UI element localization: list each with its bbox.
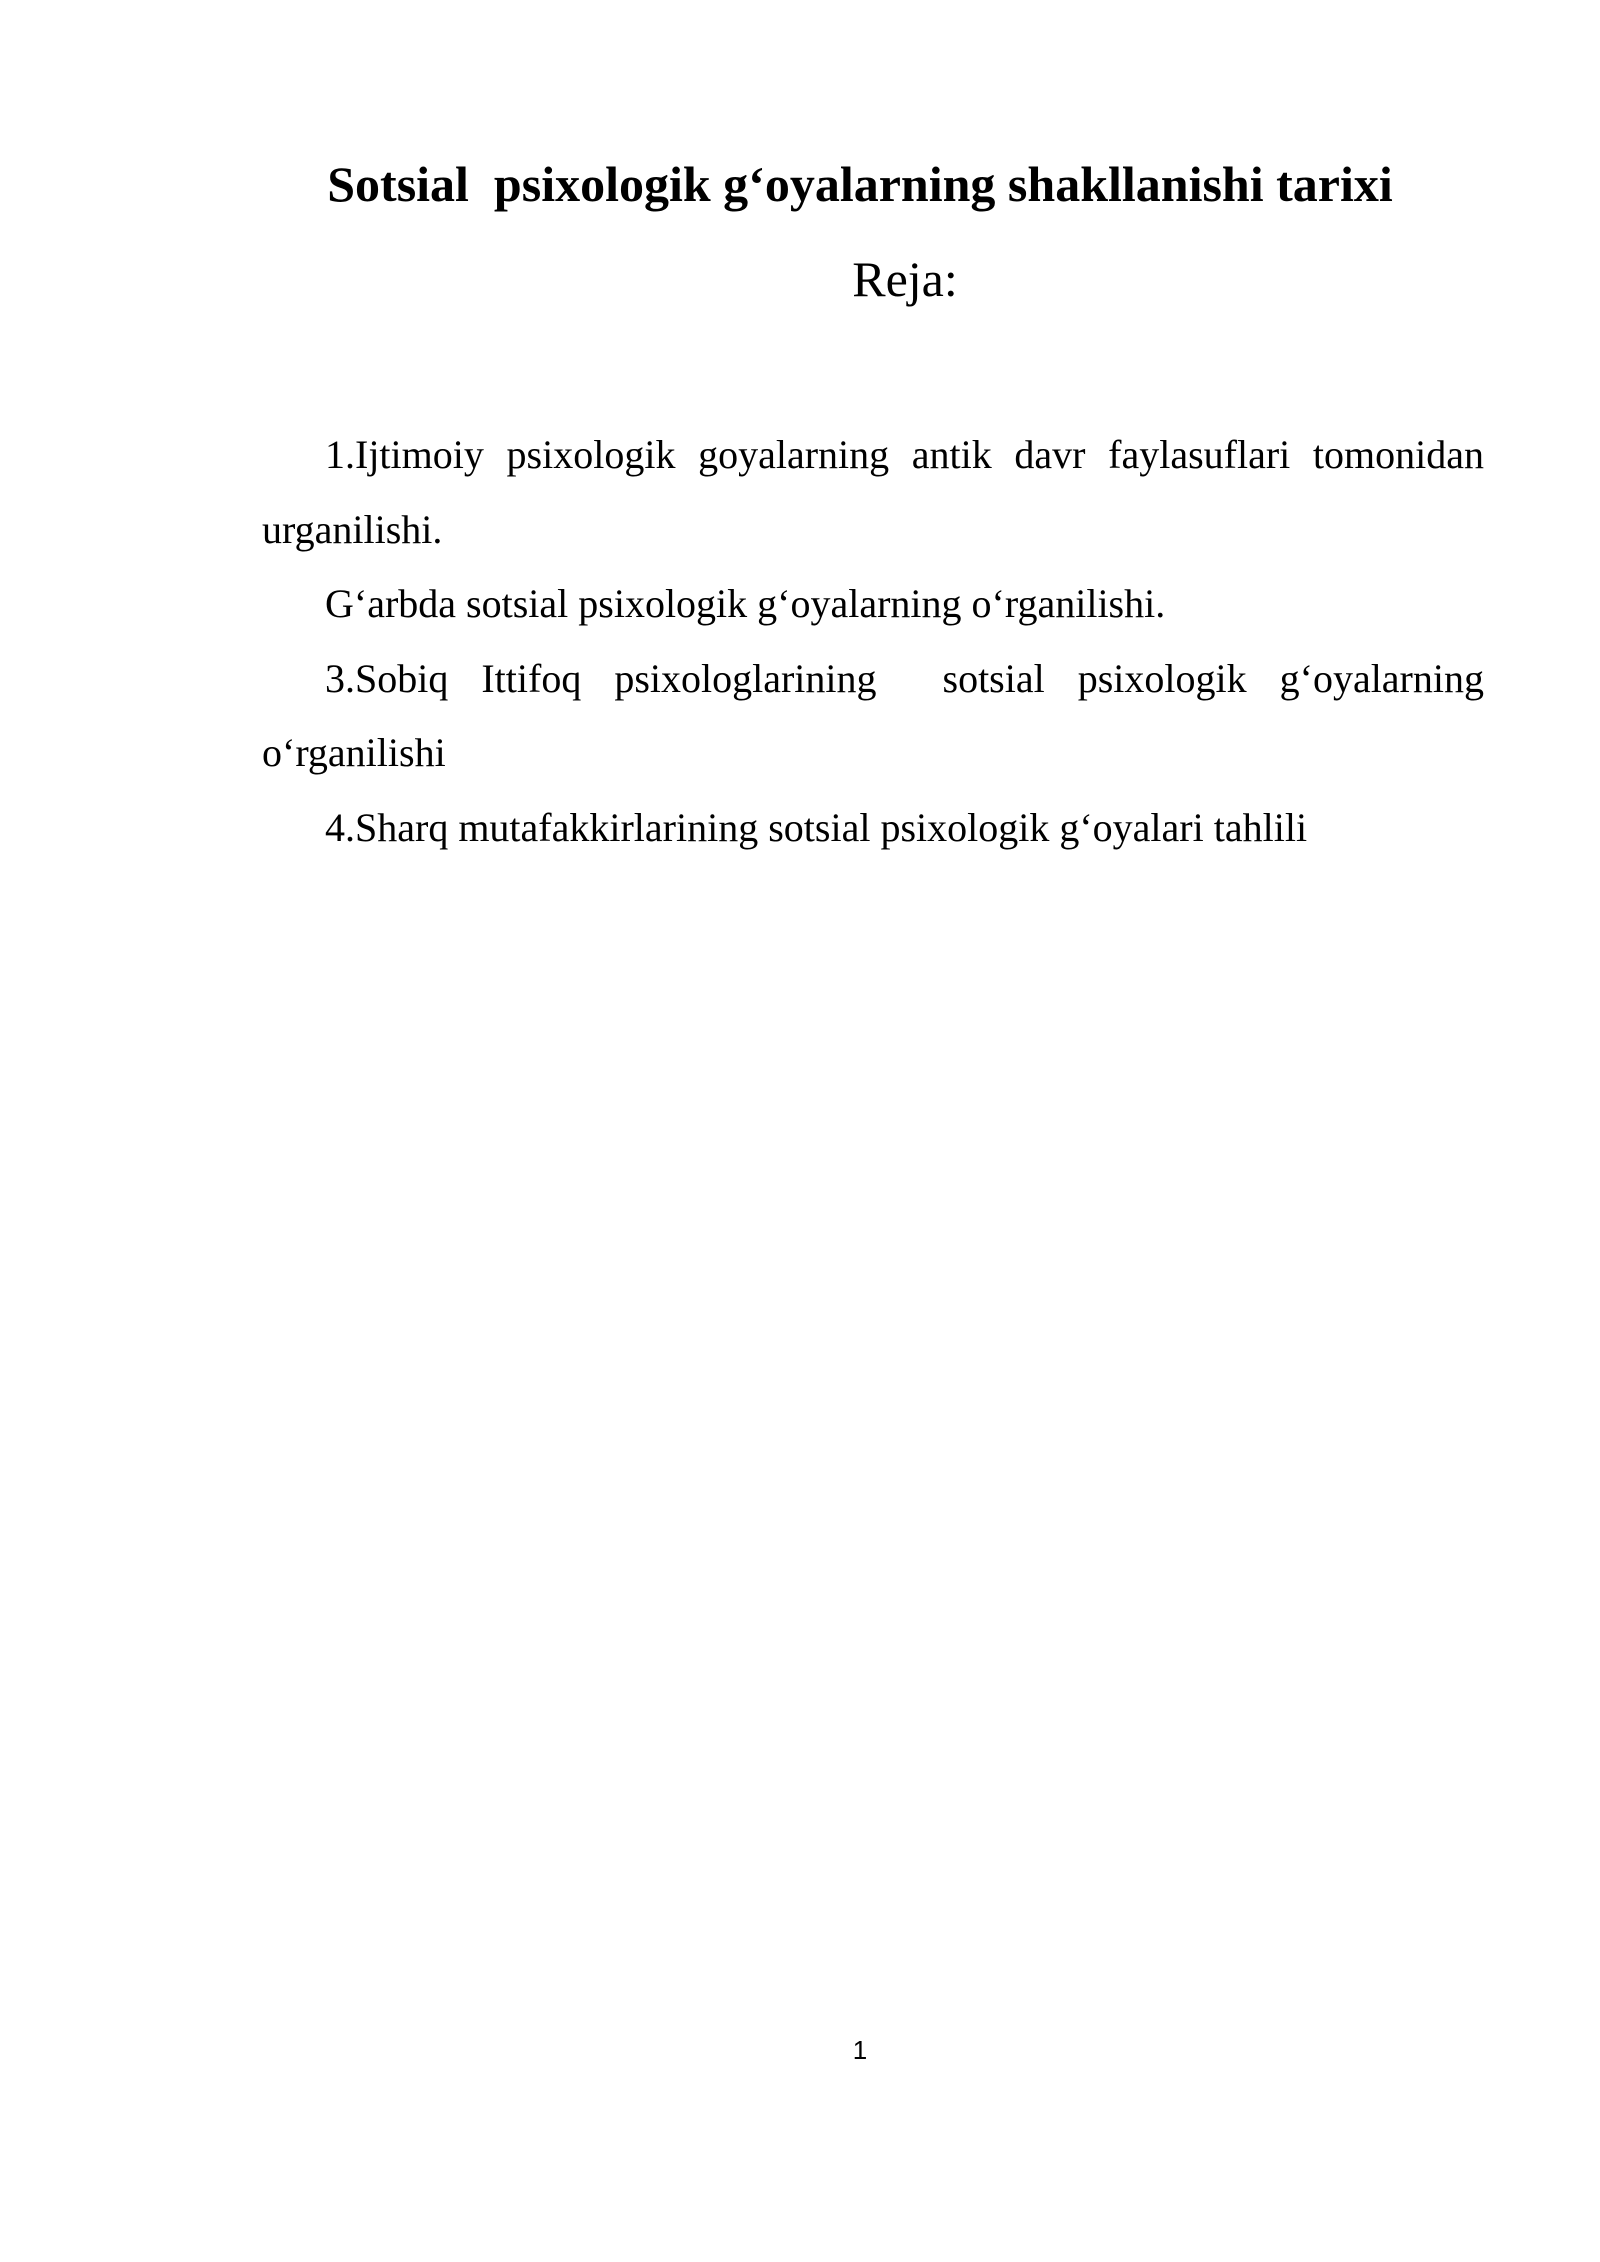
plan-item-4: 4.Sharq mutafakkirlarining sotsial psixologik g‘oyalari tahlili bbox=[325, 804, 1308, 850]
plan-heading: Reja: bbox=[852, 251, 958, 307]
page-number: 1 bbox=[852, 2035, 868, 2065]
plan-item-2: G‘arbda sotsial psixologik g‘oyalarning o‘rganilishi. bbox=[325, 581, 1166, 626]
plan-item-1: 1.Ijtimoiy psixologik goyalarning antik davr faylasuflari tomonidan urganilishi. bbox=[262, 432, 1494, 552]
plan-list bbox=[262, 418, 1494, 865]
document-title: Sotsial psixologik g‘oyalarning shakllanishi tarixi bbox=[327, 156, 1393, 212]
plan-item-3: 3.Sobiq Ittifoq psixologlarining sotsial psixologik g‘oyalarning o‘rganilishi bbox=[262, 655, 1494, 775]
